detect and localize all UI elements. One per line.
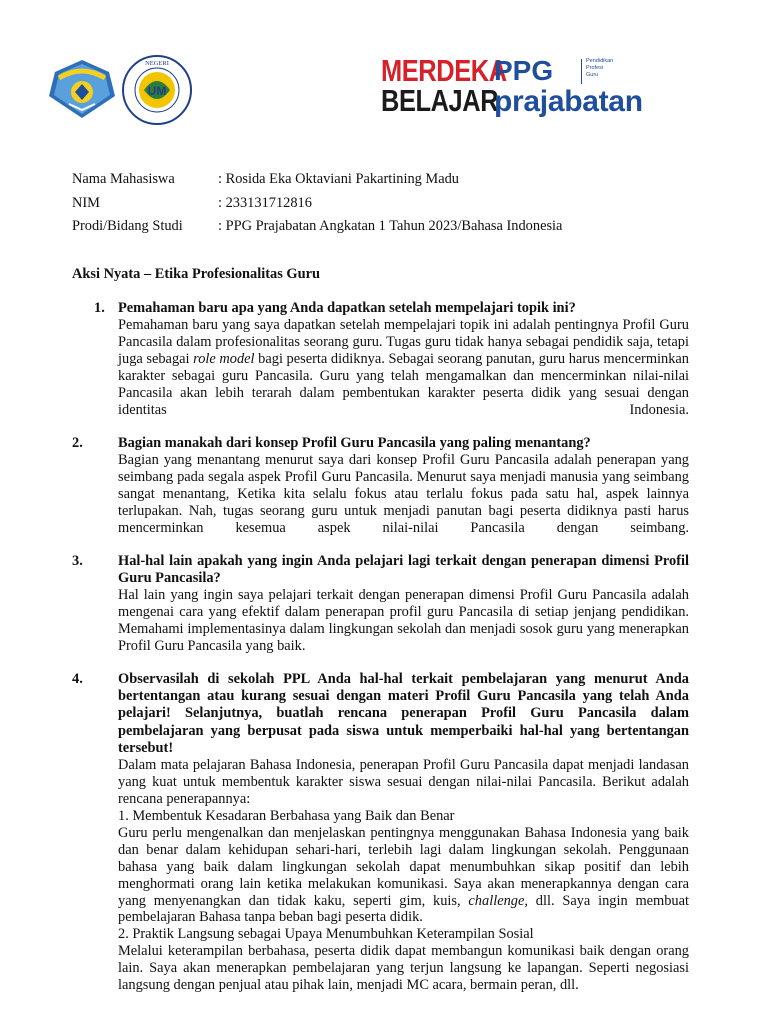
answer-text: Guru perlu mengenalkan dan menjelaskan pentingnya menggunakan Bahasa Indonesia yang baik dan benar dalam kehidupan sehari-hari, terlebih lagi dalam lingkungan sekolah. Penggunaan bahasa yang baik dalam lingkungan sekolah dapat menumbuhkan sikap positif dan lebih menghormati orang lain ketika melakukan komunikasi. Saya akan menerapkannya dengan cara yang menyenangkan dan tidak kaku, seperti gim, kuis,	[118, 824, 689, 909]
ppg-text: PPG	[494, 55, 554, 86]
answer-4-intro: Dalam mata pelajaran Bahasa Indonesia, penerapan Profil Guru Pancasila dapat menjadi landasan yang kuat untuk membentuk karakter siswa sesuai dengan nilai-nilai Pancasila. Berikut adalah rencana penerapannya:	[118, 757, 689, 808]
answer-text: Pemahaman baru yang saya dapatkan setelah mempelajari topik ini adalah pentingnya Profil Guru Pancasila dalam profesionalitas seorang guru. Tugas guru tidak hanya sebagai pendidik saja, tetapi juga sebagai	[118, 317, 689, 368]
answer-2: Bagian yang menantang menurut saya dari konsep Profil Guru Pancasila adalah penerapan yang seimbang pada segala aspek Profil Guru Pancasila. Menurut saya menjadi manusia yang seimbang sangat menantang, Ketika kita selalu fokus atau terlalu fokus pada satu hal, aspek lainnya terlupakan. Nah, tugas seorang guru untuk menjadi panutan bagi peserta didiknya pasti harus mencerminkan kesemua aspek nilai-nilai Pancasila dengan seimbang.	[118, 452, 689, 536]
document-title: Aksi Nyata – Etika Profesionalitas Guru	[72, 266, 320, 282]
info-row-prodi	[72, 215, 562, 239]
info-row-name	[72, 168, 562, 192]
universitas-negeri-malang-logo	[120, 54, 195, 126]
question-3	[72, 553, 689, 588]
question-1	[72, 300, 689, 317]
answer-emphasis: role model	[193, 351, 255, 368]
info-value: : Rosida Eka Oktaviani Pakartining Madu	[218, 171, 460, 187]
header	[0, 52, 768, 132]
question-number: 2.	[72, 434, 83, 451]
question-number: 4.	[72, 670, 83, 687]
info-value: : 233131712816	[218, 194, 312, 211]
answer-emphasis: challenge,	[468, 892, 528, 909]
question-4	[72, 671, 689, 757]
question-number: 1.	[94, 300, 105, 316]
info-label: Prodi/Bidang Studi	[72, 218, 183, 234]
answer-3: Hal lain yang ingin saya pelajari terkait dengan penerapan dimensi Profil Guru Pancasila adalah mengenai cara yang efektif dalam penerapan profil guru Pancasila di setiap jenjang pendidikan. Memahami implementasinya dalam lingkungan sekolah dan menjadi sosok guru yang menerapkan Profil Guru Pancasila yang baik.	[118, 587, 689, 654]
um-initials: UM	[147, 84, 167, 98]
document-body	[72, 300, 689, 1010]
section-2	[72, 435, 689, 537]
um-negeri-text: NEGERI	[145, 60, 169, 67]
belajar-text: BELAJAR	[381, 83, 499, 118]
prajabatan-text: prajabatan	[494, 85, 643, 118]
question-text: Hal-hal lain apakah yang ingin Anda pelajari lagi terkait dengan penerapan dimensi Profil Guru Pancasila?	[118, 552, 689, 586]
merdeka-text: MERDEKA	[381, 53, 507, 88]
plan-item-2-title: 2. Praktik Langsung sebagai Upaya Menumbuhkan Keterampilan Sosial	[118, 926, 534, 943]
question-text: Bagian manakah dari konsep Profil Guru Pancasila yang paling menantang?	[118, 434, 591, 451]
info-label: NIM	[72, 194, 100, 211]
ppg-subtitle: Pendidikan Profesi Guru	[586, 58, 614, 78]
merdeka-belajar-logo	[381, 53, 507, 120]
question-2	[72, 435, 689, 452]
answer-text: bagi peserta didiknya. Sebagai seorang panutan, guru harus mencerminkan karakter sebagai guru Pancasila. Guru yang telah mengamalkan dan mencerminkan nilai-nilai Pancasila akan lebih terarah dalam pembentukan karakter peserta didik yang sesuai dengan identitas Indonesia.	[118, 351, 689, 418]
tut-wuri-handayani-logo	[47, 58, 117, 120]
section-3	[72, 553, 689, 655]
ppg-prajabatan-logo	[494, 56, 656, 120]
plan-item-1-text	[118, 825, 689, 926]
section-4	[72, 671, 689, 994]
student-info	[72, 168, 562, 239]
answer-1	[118, 317, 689, 418]
section-1	[72, 300, 689, 419]
info-label: Nama Mahasiswa	[72, 171, 175, 187]
plan-item-2-text: Melalui keterampilan berbahasa, peserta didik dapat membangun komunikasi baik dengan orang lain. Saya akan menerapkan pembelajaran yang terjun langsung ke lapangan. Seperti negosiasi langsung dengan penjual atau pihak lain, menjadi MC acara, bermain peran, dll.	[118, 943, 689, 994]
answer-text: dll. Saya ingin membuat pembelajaran Bahasa tanpa beban bagi peserta didik.	[118, 892, 689, 926]
plan-item-1-title: 1. Membentuk Kesadaran Berbahasa yang Baik dan Benar	[118, 807, 455, 824]
question-text: Pemahaman baru apa yang Anda dapatkan setelah mempelajari topik ini?	[118, 300, 576, 316]
ppg-divider	[581, 59, 582, 84]
info-row-nim	[72, 192, 562, 216]
info-value: : PPG Prajabatan Angkatan 1 Tahun 2023/Bahasa Indonesia	[218, 218, 563, 234]
question-text: Observasilah di sekolah PPL Anda hal-hal terkait pembelajaran yang menurut Anda bertentangan atau kurang sesuai dengan materi Profil Guru Pancasila yang telah Anda pelajari! Selanjutnya, buatlah rencana penerapan Profil Guru Pancasila dalam pembelajaran yang berpusat pada siswa untuk memperbaiki hal-hal yang bertentangan tersebut!	[118, 670, 689, 756]
question-number: 3.	[72, 552, 83, 569]
